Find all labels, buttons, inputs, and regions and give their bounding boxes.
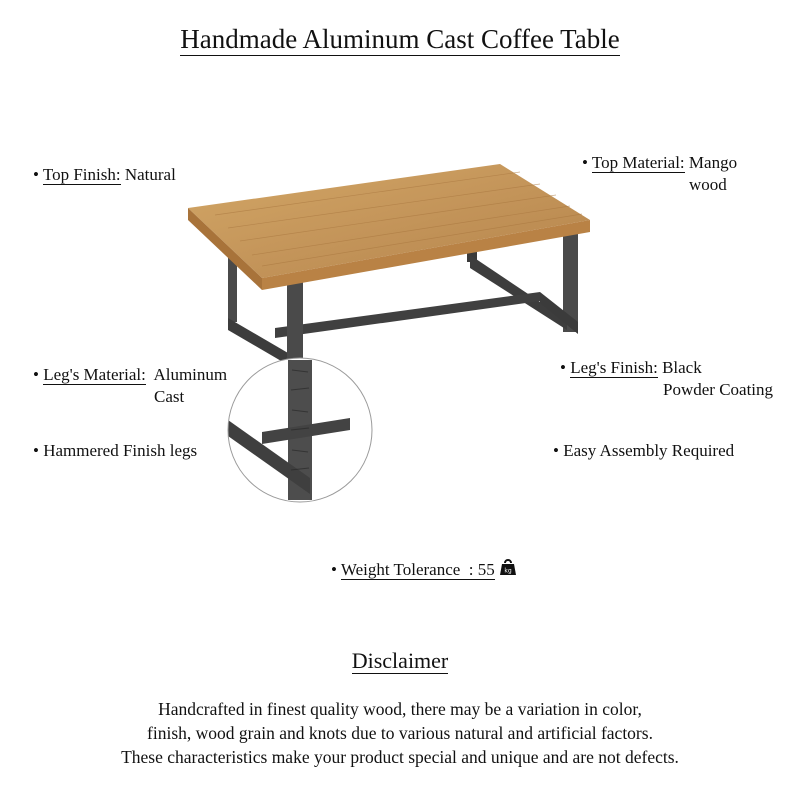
- spec-value: Mango: [688, 153, 738, 172]
- spec-weight-tolerance: • Weight Tolerance : 55 kg: [331, 559, 517, 581]
- svg-text:kg: kg: [504, 567, 512, 575]
- disclaimer-text: [40, 697, 760, 769]
- spec-value: Natural: [124, 165, 176, 184]
- spec-assembly: • Easy Assembly Required: [553, 441, 735, 460]
- disclaimer-line: Handcrafted in finest quality wood, there may be a variation in color,: [158, 699, 642, 719]
- spec-label: Leg's Finish:: [570, 358, 658, 377]
- spec-label: Weight Tolerance : 55: [340, 560, 495, 579]
- spec-label: Top Material:: [591, 153, 685, 172]
- spec-hammered-finish: • Hammered Finish legs: [33, 441, 198, 460]
- page-title-text: Handmade Aluminum Cast Coffee Table: [180, 24, 620, 54]
- disclaimer-title: Disclaimer: [351, 648, 449, 673]
- spec-top-material: • Top Material: Mango wood: [582, 153, 738, 194]
- table-top: [188, 164, 590, 290]
- spec-value-line2: Cast: [154, 387, 185, 406]
- leg-detail-zoom: [228, 358, 378, 508]
- spec-value-line2: wood: [689, 175, 727, 194]
- spec-label: Leg's Material:: [43, 365, 146, 384]
- kg-weight-icon: [499, 559, 517, 576]
- spec-label: Top Finish:: [42, 165, 121, 184]
- spec-value: Easy Assembly Required: [563, 441, 735, 460]
- spec-value: Aluminum: [153, 365, 228, 384]
- spec-legs-material: • Leg's Material: Aluminum Cast: [33, 365, 228, 406]
- spec-top-finish: • Top Finish: Natural: [33, 165, 176, 184]
- spec-legs-finish: • Leg's Finish: Black Powder Coating: [560, 358, 774, 399]
- disclaimer-line: finish, wood grain and knots due to various natural and artificial factors.: [147, 723, 653, 743]
- spec-value: Hammered Finish legs: [43, 441, 198, 460]
- spec-value: Black: [662, 358, 702, 377]
- disclaimer-line: These characteristics make your product special and unique and are not defects.: [121, 747, 679, 767]
- spec-value-line2: Powder Coating: [663, 380, 774, 399]
